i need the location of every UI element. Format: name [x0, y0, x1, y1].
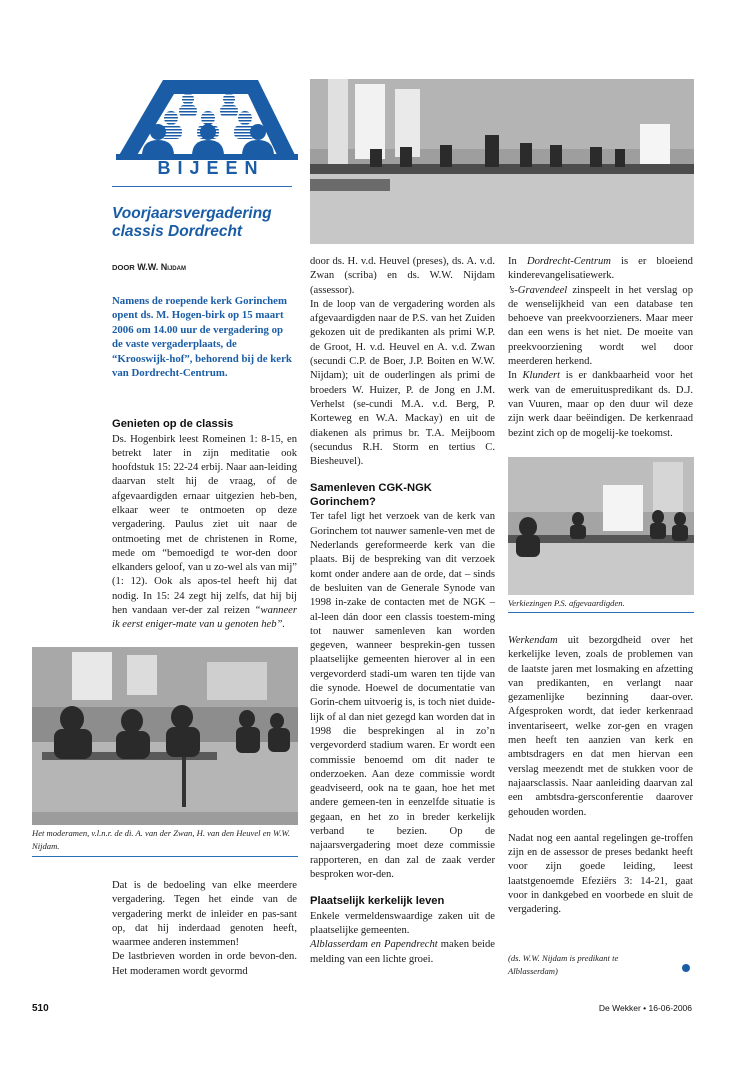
col4-p5: Nadat nog een aantal regelingen ge-troffen zijn en de assessor de preses bedankt heeft voor zijn goede leiding, leest laatstgenoemde Efeziërs 3: 14-21, gaat voor in dankgebed en voorbede en sluit de vergadering.	[508, 832, 693, 916]
section3-heading: Plaatselijk kerkelijk leven	[310, 895, 445, 908]
section1	[112, 418, 297, 633]
col4-p4	[508, 634, 693, 820]
footer-bullet: •	[643, 1003, 647, 1013]
meeting-photo-icon	[32, 647, 298, 825]
section1-quote: “wanneer ik eerst eniger-mate van u genoten heb”.	[112, 605, 297, 631]
col4-p2	[508, 284, 693, 370]
logo-rule	[112, 186, 292, 187]
title-line-2: classis Dordrecht	[112, 223, 243, 240]
col4-p2-text: zinspeelt in het verslag op de wenselijkheid van een database ten behoeve van preekvoorzieners. Maar meer dan een wens is het niet. De moeite van preekvoorziening wordt wel door meerderen herkend.	[508, 284, 693, 368]
photo-verkiezingen	[508, 457, 694, 595]
photo3-caption: Verkiezingen P.S. afgevaardigden.	[508, 598, 625, 608]
col3-p2: In de loop van de vergadering worden als afgevaardigden naar de P.S. van het Zuiden gekozen uit de predikanten als primi W.P. de Groot, H. v.d. Heuvel en A. v.d. Zwan (secundi C.P. de Boer, J.P. Boiten en W.W. Nijdam); uit de ouderlingen als primi de broeders W. Huizer, P. de Jong en J.M. Verhelst (se-cundi M.A. v.d. Berg, P. Korteweg en W.A. Mackay) en uit de diakenen als primus br. T.A. Meijboom (secundus R.H. Storm en tertius C. Biesheuvel).	[310, 298, 495, 468]
col4-p3-text: is er dankbaarheid voor het werk van de emeruituspredikant ds. D.J. van Vuuren, maar op den duur wil deze zijn werk daar beëindigen. De kerkenraad bezint zich op de mogelij-ke toekomst.	[508, 370, 693, 439]
col4-place2: ’s-Gravendeel	[508, 284, 568, 296]
section3-text2: maken beide melding van een lichte groei.	[310, 939, 495, 965]
lead-paragraph: Namens de roepende kerk Gorinchem opent ds. M. Hogen-birk op 15 maart 2006 om 14.00 uur de vergadering op de vaste vergaderplaats, de “Krooswijk-hof”, behorend bij de kerk van Dordrecht-Centrum.	[112, 295, 292, 380]
photo1-caption: Het moderamen, v.l.n.r. de di. A. van der Zwan, H. van den Heuvel en W.W. Nijdam.	[32, 828, 291, 851]
page-number: 510	[32, 1003, 49, 1014]
photo-vergaderzaal	[310, 79, 694, 244]
col4-p3	[508, 369, 693, 440]
footer-date: 16-06-2006	[648, 1003, 692, 1013]
col4-p4-text: uit bezorgdheid over het kerkelijke leven, zoals de problemen van de laatste jaren met losmaking en afzetting van predikanten, en verlangt naar gezamenlijke bezinning daar-over. Afgesproken wordt, dat ieder kerkenraad inventariseert, welke zor-gen en vragen men heeft ten aanzien van kerk en ambtsdragers en dat men hiervan een verslag meezendt met de stukken voor de najaarsclassis. Naar aanleiding daarvan zal een ambtsdra-gersconferentie daarover gehouden worden.	[508, 635, 693, 818]
bijeen-logo	[108, 72, 304, 182]
col4-p1-post: is er bloeiend kinderevangelisatiewerk.	[508, 256, 693, 282]
section1-paragraph	[112, 433, 297, 633]
meeting-room-photo-icon	[310, 79, 694, 244]
col3-p1: door ds. H. v.d. Heuvel (preses), ds. A. v.d. Zwan (scriba) en ds. W.W. Nijdam (assessor).	[310, 256, 495, 296]
col4-place4: Werkendam	[508, 635, 558, 646]
byline-prefix: DOOR	[112, 263, 135, 272]
byline-author: W.W. Nijdam	[137, 262, 186, 272]
section3-place1: Alblasserdam en Papendrecht	[310, 939, 438, 951]
title-line-1: Voorjaarsvergadering	[112, 205, 272, 222]
logo-text: BIJEEN	[157, 158, 265, 178]
section2-heading	[310, 482, 495, 509]
section2-heading-line1: Samenleven CGK-NGK	[310, 482, 432, 495]
col3	[310, 255, 495, 967]
footer-publication: De Wekker	[598, 1003, 641, 1013]
col2-bottom	[112, 879, 297, 979]
section3-text: Enkele vermeldenswaardige zaken uit de plaatselijke gemeenten.	[310, 910, 495, 936]
col4-p3-pre: In	[508, 370, 523, 382]
photo1-rule	[32, 856, 298, 857]
col4-place3: Klundert	[522, 370, 561, 382]
footer-publication-line	[599, 1003, 692, 1013]
photo3-rule	[508, 612, 694, 613]
election-photo-icon	[508, 457, 694, 595]
col4-p1	[508, 255, 693, 284]
col2-bottom-p1: Dat is de bedoeling van elke meerdere vergadering. Tegen het einde van de vergadering merkt de inleider en pas-sant op, dat hij inderdaad genoten heeft, waarmee anderen instemmen!	[112, 880, 297, 949]
section1-text: Ds. Hogenbirk leest Romeinen 1: 8-15, en betrekt later in zijn meditatie ook hoofdstuk 15: 22-24 erbij. Naar aan-leiding daarvan stelt hij de vraag, of de afgevaardigden ernaar uitgezien heb-ben, elkaar weer te ontmoeten op deze vergadering. Paulus ziet uit naar de ontmoeting met de christenen in Rome, mede om “bemoedigd te wor-den door elkanders geloof, van u zo-wel als van mij” (1: 12). Ook als apos-tel heeft hij dat nodig. In 15: 24 zegt hij zelfs, dat hij bij hen vandaan ver-der zal reizen	[112, 433, 297, 617]
section2-text: Ter tafel ligt het verzoek van de kerk van Gorinchem tot nauwer samenle-ven met de Nederlands gereformeerde kerk van die plaats. Bij de bespreking van dit verzoek komt onder andere aan de orde, dat – sinds de besluiten van de Generale Synode van 1998 in-zake de contacten met de NGK – al-leen dán door een classis toestem-ming tot nauwer samenleven kan worden gegeven, wanneer besprekin-gen tussen plaatselijke gemeenten hierover al in een vergevorderd stadi-um waren ten tijde van die synode. Hoewel de documentatie van Gorin-chem uitvoerig is, is toch niet duide-lijk of al dan niet gezegd kan worden dat in 1998 die besprekingen al in zo’n vergevorderd stadium waren. Er wordt een commissie benoemd om dit nader te onderzoeken. Aan deze commissie wordt geadviseerd, ook na te gaan, hoe het met andere gemeen-ten in eenzelfde situatie is gegaan, en het zo in breder kerkelijk verband te bezien. Op de najaarsvergadering moet deze commissie rapporteren, en dan zal de zaak verder besproken wor-den.	[310, 511, 495, 880]
section1-heading: Genieten op de classis	[112, 418, 234, 430]
col4-top	[508, 255, 693, 441]
end-of-article-dot-icon	[682, 964, 690, 972]
article-title	[112, 205, 297, 241]
author-note: (ds. W.W. Nijdam is predikant te Alblasserdam)	[508, 953, 619, 976]
byline	[112, 262, 186, 272]
col4-bottom	[508, 634, 693, 918]
photo-moderamen	[32, 647, 298, 825]
col2-bottom-p2: De lastbrieven worden in orde bevon-den. Het moderamen wordt gevormd	[112, 951, 297, 977]
section3-paragraph	[310, 938, 495, 967]
col4-p1-pre: In	[508, 256, 527, 267]
section2-heading-line2: Gorinchem?	[310, 495, 376, 508]
col4-place1: Dordrecht-Centrum	[526, 256, 611, 267]
